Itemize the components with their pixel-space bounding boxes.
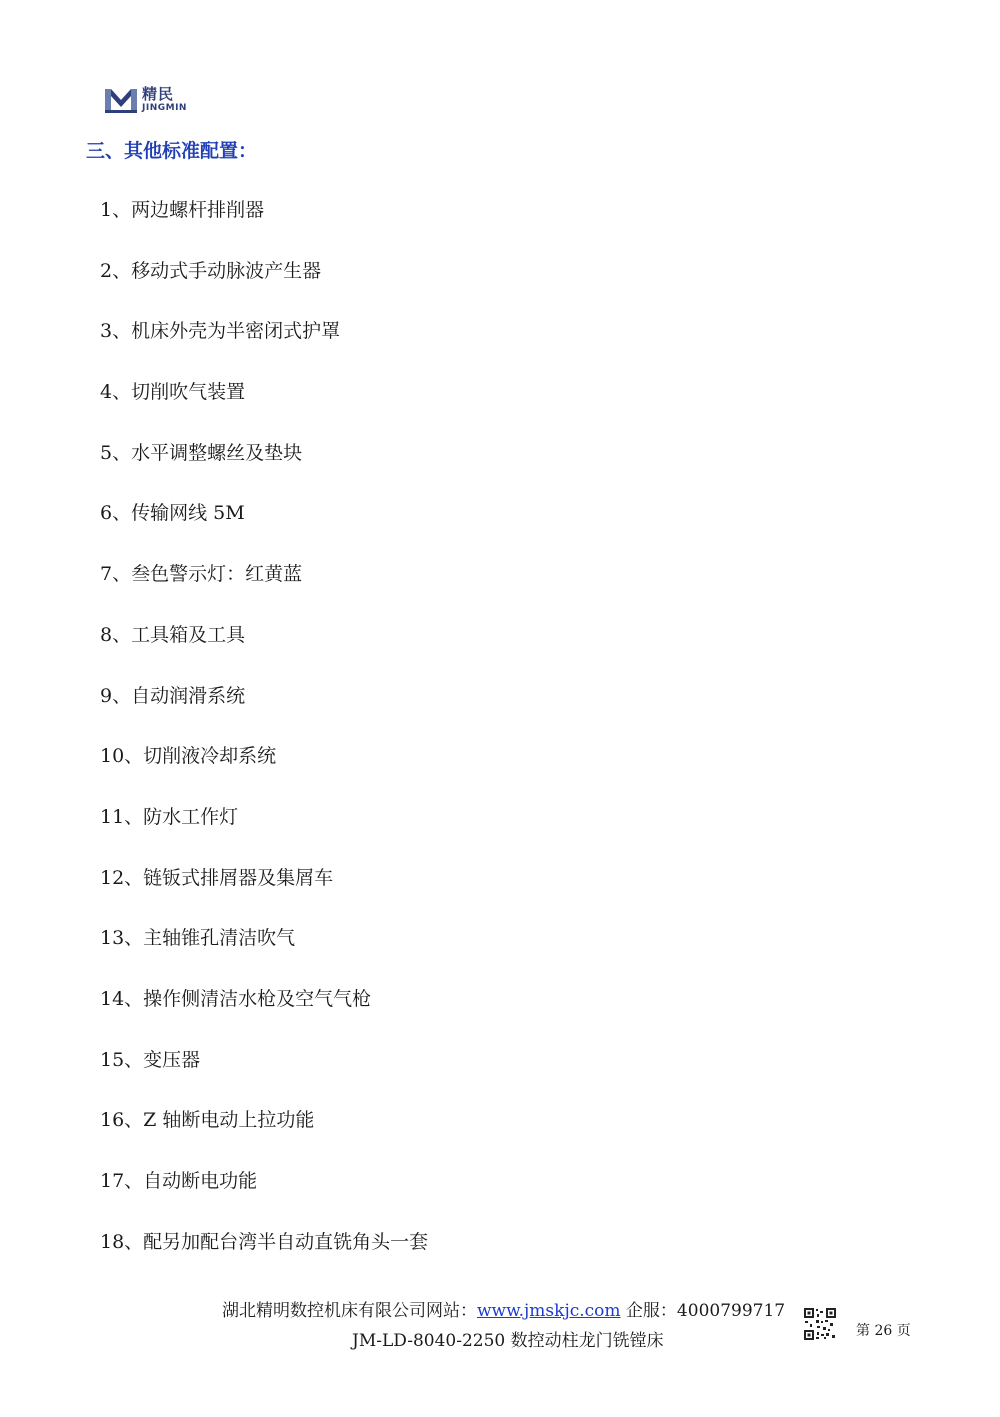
list-item: 7、叁色警示灯：红黄蓝 [100, 563, 303, 586]
list-item: 1、两边螺杆排削器 [100, 199, 265, 221]
footer-service-phone: 企服：4000799717 [620, 1301, 786, 1321]
company-logo [104, 86, 187, 114]
list-item: 8、工具箱及工具 [100, 623, 246, 646]
list-item: 14、操作侧清洁水枪及空气气枪 [100, 987, 372, 1010]
list-item: 5、水平调整螺丝及垫块 [100, 441, 303, 464]
logo-english-name: JINGMIN [142, 103, 187, 113]
list-item: 18、配另加配台湾半自动直铣角头一套 [100, 1230, 429, 1253]
list-item: 11、防水工作灯 [100, 805, 239, 828]
footer-model: JM-LD-8040-2250 数控动柱龙门铣镗床 [352, 1331, 664, 1351]
list-item: 4、切削吹气装置 [100, 381, 246, 404]
qr-code-icon [804, 1308, 836, 1340]
section-title: 三、其他标准配置： [86, 140, 258, 162]
list-item: 2、移动式手动脉波产生器 [100, 259, 322, 282]
list-item: 6、传输网线 5M [100, 502, 245, 525]
list-item: 16、Z 轴断电动上拉功能 [100, 1109, 315, 1132]
footer-company: 湖北精明数控机床有限公司网站： [222, 1301, 477, 1321]
list-item: 10、切削液冷却系统 [100, 745, 277, 768]
list-item: 13、主轴锥孔清洁吹气 [100, 927, 296, 950]
list-item: 3、机床外壳为半密闭式护罩 [100, 320, 341, 343]
page-number: 第 26 页 [856, 1323, 911, 1339]
standard-config-list [100, 196, 428, 1288]
list-item: 12、链钣式排屑器及集屑车 [100, 866, 334, 889]
logo-chinese-name: 精民 [142, 85, 175, 103]
website-link[interactable]: www.jmskjc.com [477, 1301, 621, 1321]
jingmin-logo-icon [104, 86, 138, 114]
footer-contact-line [222, 1296, 785, 1321]
list-item: 9、自动润滑系统 [100, 684, 246, 707]
list-item: 17、自动断电功能 [100, 1170, 258, 1192]
list-item: 15、变压器 [100, 1048, 201, 1071]
